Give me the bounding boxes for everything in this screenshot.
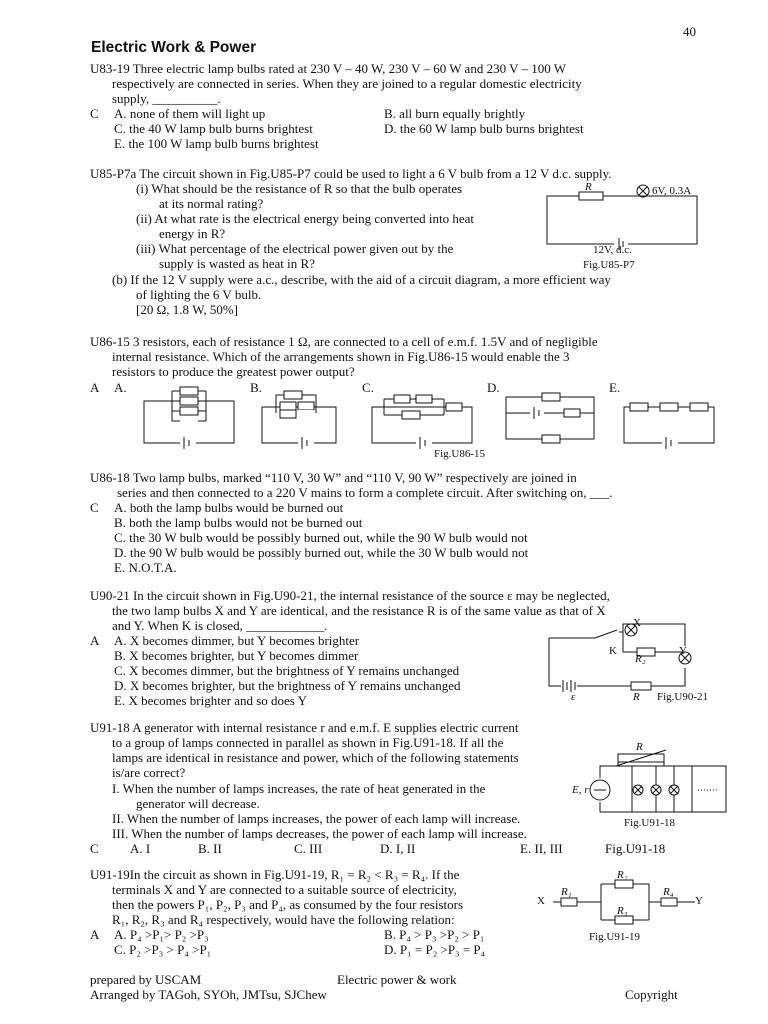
question-text-line: terminals X and Y are connected to a suitable source of electricity, <box>112 882 457 897</box>
resistor-R <box>631 682 651 690</box>
answer-key: A <box>90 927 100 942</box>
fig-label-R: R <box>585 181 592 193</box>
fig-label-bulb: 6V, 0.3A <box>652 185 692 197</box>
option: B. P₄ > P₃ >P₂ > P₁ <box>384 927 485 942</box>
footer-arranged: Arranged by TAGoh, SYOh, JMTsu, SJChew <box>90 987 327 1002</box>
fig-label-R2: R₂ <box>617 869 628 881</box>
option: E. the 100 W lamp bulb burns brightest <box>114 136 319 151</box>
arrangement-b <box>262 391 336 449</box>
fig-caption-inline: Fig.U91-18 <box>605 841 666 856</box>
answer-key: C <box>90 106 99 121</box>
statement: III. When the number of lamps decreases, the power of each lamp will increase. <box>112 826 527 841</box>
option: B. all burn equally brightly <box>384 106 526 121</box>
page-number: 40 <box>683 24 696 39</box>
question-text-line: U91-18 A generator with internal resistance r and e.m.f. E supplies electric current <box>90 720 519 735</box>
answer-values: [20 Ω, 1.8 W, 50%] <box>136 302 238 317</box>
answer-key: C <box>90 500 99 515</box>
question-text-line: then the powers P₁, P₂, P₃ and P₄, as consumed by the four resistors <box>112 897 464 912</box>
fig-label-R: R <box>633 691 640 703</box>
question-text-line: U86-18 Two lamp bulbs, marked “110 V, 30 W” and “110 V, 90 W” respectively are joined in <box>90 470 577 485</box>
question-text-line: energy in R? <box>159 226 226 241</box>
option: A. none of them will light up <box>114 106 266 121</box>
option-letter: A. <box>114 380 127 395</box>
arrangement-d <box>506 393 594 443</box>
circuit-diagram-u86-15 <box>140 385 720 460</box>
question-text-line: series and then connected to a 220 V mains to form a complete circuit. After switching on, ___. <box>117 485 613 500</box>
footer-prepared: prepared by USCAM <box>90 972 202 987</box>
fig-label-X: X <box>633 617 641 629</box>
fig-label-R2: R₂ <box>635 653 646 665</box>
fig-label-supply: 12V, d.c. <box>593 244 632 256</box>
question-text-line: U85-P7a The circuit shown in Fig.U85-P7 could be used to light a 6 V bulb from a 12 V d.c. supply. <box>90 166 612 181</box>
statement: generator will decrease. <box>136 796 260 811</box>
resistor-R4 <box>661 898 677 906</box>
question-text-line: U86-15 3 resistors, each of resistance 1 Ω, are connected to a cell of e.m.f. 1.5V and of negligible <box>90 334 598 349</box>
question-text-line: (ii) At what rate is the electrical energy being converted into heat <box>136 211 474 226</box>
option: C. P₂ >P₃ > P₄ >P₁ <box>114 942 212 957</box>
option-letter: C. <box>362 380 374 395</box>
option: A. P₄ >P₁> P₂ >P₃ <box>114 927 209 942</box>
option: D. the 60 W lamp bulb burns brightest <box>384 121 584 136</box>
question-text-line: the two lamp bulbs X and Y are identical, and the resistance R is of the same value as that of X <box>112 603 606 618</box>
option: C. X becomes dimmer, but the brightness of Y remains unchanged <box>114 663 460 678</box>
footer-copyright: Copyright <box>625 987 678 1002</box>
option: C. III <box>294 841 323 856</box>
fig-label-eps: ε <box>571 691 576 703</box>
resistor-R <box>579 192 603 200</box>
option: B. II <box>198 841 222 856</box>
question-text-line: supply, __________. <box>112 91 221 106</box>
option: D. X becomes brighter, but the brightness of Y remains unchanged <box>114 678 461 693</box>
question-text-line: supply is wasted as heat in R? <box>159 256 315 271</box>
circuit-diagram-u91-18 <box>570 738 740 830</box>
option: D. I, II <box>380 841 416 856</box>
fig-label-Er: E, r <box>572 784 589 796</box>
resistor-R3 <box>615 916 633 924</box>
question-text-line: of lighting the 6 V bulb. <box>136 287 262 302</box>
fig-label-R4: R₄ <box>663 886 674 898</box>
footer-center: Electric power & work <box>337 972 457 987</box>
option: A. both the lamp bulbs would be burned out <box>114 500 344 515</box>
resistor-R2 <box>615 880 633 888</box>
question-text-line: is/are correct? <box>112 765 186 780</box>
fig-caption: Fig.U91-18 <box>624 817 676 829</box>
answer-key: A <box>90 633 100 648</box>
question-text-line: lamps are identical in resistance and power, which of the following statements <box>112 750 519 765</box>
question-text-line: at its normal rating? <box>159 196 264 211</box>
arrangement-e <box>624 403 714 449</box>
option: B. both the lamp bulbs would not be burned out <box>114 515 363 530</box>
option-letter: D. <box>487 380 500 395</box>
question-text-line: U90-21 In the circuit shown in Fig.U90-21, the internal resistance of the source ε may be neglected, <box>90 588 610 603</box>
fig-caption: Fig.U85-P7 <box>583 259 635 271</box>
option: E. N.O.T.A. <box>114 560 177 575</box>
fig-label-R: R <box>636 741 643 753</box>
question-text-line: R₁, R₂, R₃ and R₄ respectively, would have the following relation: <box>112 912 455 927</box>
question-text-line: to a group of lamps connected in parallel as shown in Fig.U91-18. If all the <box>112 735 504 750</box>
fig-label-Y: Y <box>679 645 687 657</box>
arrangement-c <box>372 395 472 449</box>
answer-key: A <box>90 380 100 395</box>
question-text-line: (i) What should be the resistance of R so that the bulb operates <box>136 181 463 196</box>
option: B. X becomes brighter, but Y becomes dimmer <box>114 648 359 663</box>
question-text-line: internal resistance. Which of the arrangements shown in Fig.U86-15 would enable the 3 <box>112 349 570 364</box>
fig-label-R3: R₃ <box>617 905 628 917</box>
option: D. the 90 W bulb would be possibly burned out, while the 30 W bulb would not <box>114 545 529 560</box>
arrangement-a <box>144 387 234 449</box>
option: C. the 30 W bulb would be possibly burned out, while the 90 W bulb would not <box>114 530 528 545</box>
fig-label-R1: R₁ <box>561 886 572 898</box>
fig-caption: Fig.U86-15 <box>434 448 486 460</box>
option: A. X becomes dimmer, but Y becomes brighter <box>114 633 360 648</box>
option: E. II, III <box>520 841 563 856</box>
question-text-line: (iii) What percentage of the electrical power given out by the <box>136 241 454 256</box>
question-text-line: respectively are connected in series. When they are joined to a regular domestic electricity <box>112 76 582 91</box>
option-letter: B. <box>250 380 262 395</box>
circuit-diagram-u85-p7 <box>545 182 705 272</box>
option: A. I <box>130 841 151 856</box>
option: D. P₁ = P₂ >P₃ = P₄ <box>384 942 486 957</box>
question-text-line: resistors to produce the greatest power output? <box>112 364 355 379</box>
fig-caption: Fig.U91-19 <box>589 931 641 943</box>
page-title: Electric Work & Power <box>91 39 257 56</box>
circuit-loop <box>547 196 697 244</box>
question-text-line: and Y. When K is closed, ____________. <box>112 618 328 633</box>
option: E. X becomes brighter and so does Y <box>114 693 308 708</box>
question-text-line: U83-19 Three electric lamp bulbs rated at 230 V – 40 W, 230 V – 60 W and 230 V – 100 W <box>90 61 567 76</box>
statement: I. When the number of lamps increases, the rate of heat generated in the <box>112 781 486 796</box>
switch-K <box>595 630 617 638</box>
resistor-R1 <box>561 898 577 906</box>
question-text-line: U91-19In the circuit as shown in Fig.U91-19, R₁ = R₂ < R₃ = R₄. If the <box>90 867 460 882</box>
answer-key: C <box>90 841 99 856</box>
fig-label-Y: Y <box>695 895 703 907</box>
fig-caption: Fig.U90-21 <box>657 691 709 703</box>
statement: II. When the number of lamps increases, the power of each lamp will increase. <box>112 811 521 826</box>
fig-label-X: X <box>537 895 545 907</box>
fig-label-K: K <box>609 645 617 657</box>
circuit-diagram-u90-21 <box>545 618 725 708</box>
circuit-diagram-u91-19 <box>535 870 715 944</box>
option-letter: E. <box>609 380 621 395</box>
option: C. the 40 W lamp bulb burns brightest <box>114 121 313 136</box>
question-text-line: (b) If the 12 V supply were a.c., describe, with the aid of a circuit diagram, a more efficient way <box>112 272 611 287</box>
